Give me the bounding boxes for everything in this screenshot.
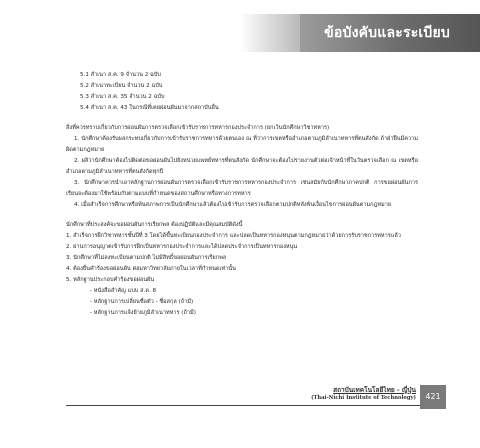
section-heading: นักศึกษาที่ประสงค์จะขอผ่อนผันการเรียกพล ต้องปฏิบัติและมีคุณสมบัติดังนี้ [66,222,243,228]
paragraph: 3. นักศึกษาควรนำเอาหลักฐานการผ่อนผันการตรวจเลือกเข้ารับราชการทหารกองประจำการ เช่นสมัยกับนักศึกษาภาคปกติ การขอผ่อนผันการเรียนจะต้องมาใช้พร้อมกับตามแบบที่กำหนดของสถานศึกษาหรือทางการทหาร [66,180,418,197]
footer-divider [66,405,426,406]
sub-list-item: - หลักฐานการแจ้งย้ายภูมิลำเนาทหาร (ถ้ามี) [90,310,196,316]
list-item: 2. ผ่านการอนุญาตเข้ารับการฝึกเป็นทหารกองประจำการและได้ปลดประจำการเป็นทหารกองหนุน [66,244,298,250]
footer-institute [311,386,416,402]
list-item: 1. สำเร็จการฝึกวิชาทหารชั้นปีที่ 3 โดยได้ขึ้นทะเบียนกองประจำการ และปลดเป็นทหารกองหนุนตามกฎหมายว่าด้วยการรับราชการทหารแล้ว [66,233,401,239]
institute-name-english: (Thai-Nichi Institute of Technology) [311,395,416,401]
document-body [66,70,418,319]
page-title: ข้อบังคับและระเบียบ [324,25,450,41]
paragraph: 1. นักศึกษาต้องรับผลกระทบเกี่ยวกับการเข้ารับราชการทหารด้วยตนเอง ณ ที่ว่าการเขตหรืออำเภอตามภูมิลำเนาทหารที่ตนสังกัด ถ้าฝ่าฝืนมีความผิดตามกฎหมาย [66,136,418,153]
list-item: 4. ต้องยื่นคำร้องขอผ่อนผัน ต่อมหาวิทยาลัยภายในเวลาที่กำหนดเท่านั้น [66,266,236,272]
section-heading: สิ่งที่ควรทราบเกี่ยวกับการผ่อนผันการตรวจเลือกเข้ารับราชการทหารกองประจำการ (ยกเว้นนักศึกษาวิชาทหาร) [66,125,330,131]
list-item: 5.1 สำเนา ส.ค. 9 จำนวน 2 ฉบับ [80,72,161,78]
page-number: 421 [420,385,446,409]
list-item: 5. หลักฐานประกอบคำร้องขอผ่อนผัน [66,277,155,283]
paragraph: 4. เมื่อสำเร็จการศึกษาหรือพ้นสภาพการเป็นนักศึกษาแล้วต้องไปเข้ารับการตรวจเลือกตามปกติหลังพ้นเงื่อนไขการผ่อนผันตามกฎหมาย [74,202,392,208]
list-item: 5.3 สำเนา ส.ค. 35 จำนวน 2 ฉบับ [80,94,165,100]
list-item: 5.4 สำเนา ส.ค. 43 ในกรณีที่เคยผ่อนผันมาจากสถาบันอื่น [80,105,219,111]
list-item: 3. นักศึกษาที่ไม่ลงทะเบียนตามปกติ ไม่มีสิทธิ์ขอผ่อนผันการเรียกพล [66,255,227,261]
sub-list-item: - หลักฐานการเปลี่ยนชื่อตัว - ชื่อสกุล (ถ้ามี) [90,299,194,305]
sub-list-item: - หนังสือสำคัญ แบบ ส.ด. 8 [90,288,157,294]
paragraph: 2. ผลิว่านักศึกษาต้องไปติดต่อขอผ่อนผันไปยังหน่วยแพทย์ทหารที่ตนสังกัด นักศึกษาจะต้องไปรายงานตัวต่อเจ้าหน้าที่ในวันตรวจเลือก ณ เขตหรืออำเภอตามภูมิลำเนาทหารที่ตนสังกัดทุกปี [66,158,418,175]
list-item: 5.2 สำเนาทะเบียน จำนวน 2 ฉบับ [80,83,163,89]
institute-name-thai: สถาบันเทคโนโลยีไทย - ญี่ปุ่น [333,386,416,394]
